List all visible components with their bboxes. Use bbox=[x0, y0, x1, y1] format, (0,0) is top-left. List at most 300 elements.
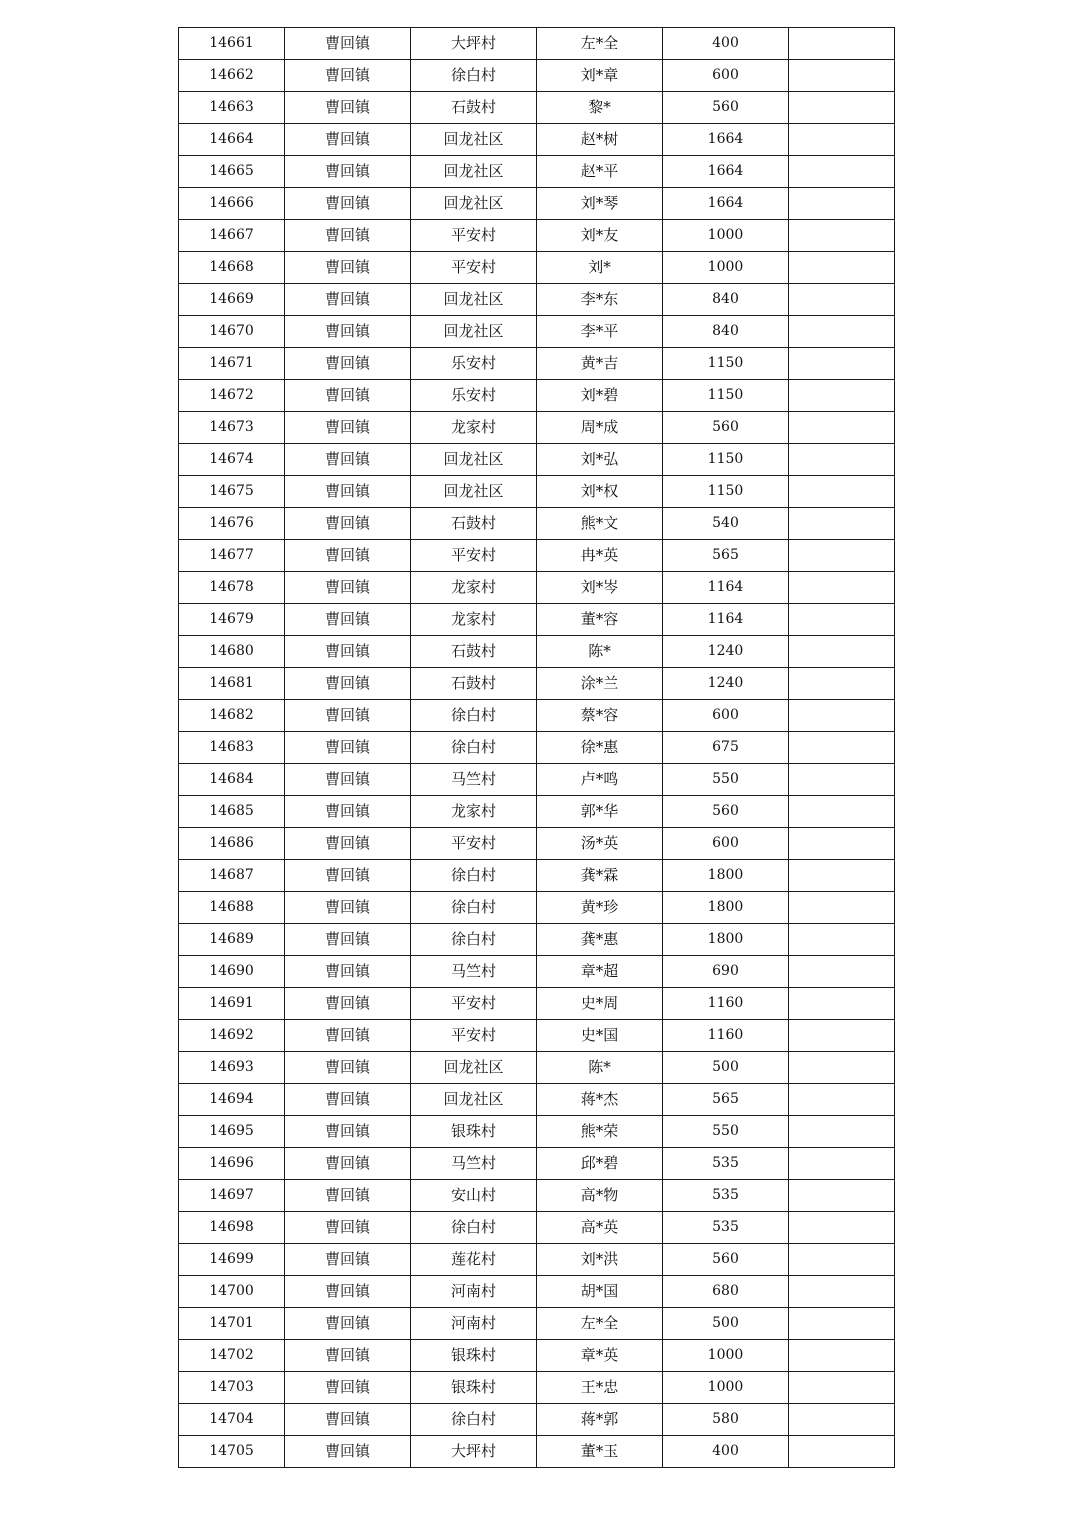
serial-cell: 14682 bbox=[179, 700, 285, 732]
table-row bbox=[179, 1052, 895, 1084]
village-cell: 马竺村 bbox=[411, 1148, 537, 1180]
name-cell: 黎* bbox=[537, 92, 663, 124]
serial-cell: 14684 bbox=[179, 764, 285, 796]
remark-cell bbox=[789, 188, 895, 220]
name-cell: 刘*岑 bbox=[537, 572, 663, 604]
town-cell: 曹回镇 bbox=[285, 1276, 411, 1308]
serial-cell: 14685 bbox=[179, 796, 285, 828]
serial-cell: 14686 bbox=[179, 828, 285, 860]
serial-cell: 14691 bbox=[179, 988, 285, 1020]
name-cell: 熊*文 bbox=[537, 508, 663, 540]
serial-cell: 14663 bbox=[179, 92, 285, 124]
village-cell: 平安村 bbox=[411, 252, 537, 284]
amount-cell: 1000 bbox=[663, 1372, 789, 1404]
amount-cell: 1150 bbox=[663, 380, 789, 412]
serial-cell: 14674 bbox=[179, 444, 285, 476]
amount-cell: 550 bbox=[663, 1116, 789, 1148]
village-cell: 乐安村 bbox=[411, 380, 537, 412]
village-cell: 石鼓村 bbox=[411, 92, 537, 124]
table-row bbox=[179, 668, 895, 700]
amount-cell: 1240 bbox=[663, 668, 789, 700]
village-cell: 回龙社区 bbox=[411, 1052, 537, 1084]
name-cell: 陈* bbox=[537, 1052, 663, 1084]
name-cell: 黄*珍 bbox=[537, 892, 663, 924]
table-row bbox=[179, 1340, 895, 1372]
remark-cell bbox=[789, 988, 895, 1020]
table-row bbox=[179, 1084, 895, 1116]
village-cell: 大坪村 bbox=[411, 28, 537, 60]
village-cell: 大坪村 bbox=[411, 1436, 537, 1468]
table-row bbox=[179, 860, 895, 892]
amount-cell: 675 bbox=[663, 732, 789, 764]
village-cell: 银珠村 bbox=[411, 1116, 537, 1148]
name-cell: 章*英 bbox=[537, 1340, 663, 1372]
remark-cell bbox=[789, 412, 895, 444]
remark-cell bbox=[789, 28, 895, 60]
town-cell: 曹回镇 bbox=[285, 28, 411, 60]
table-row bbox=[179, 732, 895, 764]
amount-cell: 565 bbox=[663, 1084, 789, 1116]
serial-cell: 14695 bbox=[179, 1116, 285, 1148]
serial-cell: 14701 bbox=[179, 1308, 285, 1340]
remark-cell bbox=[789, 700, 895, 732]
amount-cell: 1800 bbox=[663, 924, 789, 956]
table-row bbox=[179, 60, 895, 92]
name-cell: 郭*华 bbox=[537, 796, 663, 828]
remark-cell bbox=[789, 1180, 895, 1212]
name-cell: 陈* bbox=[537, 636, 663, 668]
amount-cell: 400 bbox=[663, 1436, 789, 1468]
amount-cell: 840 bbox=[663, 284, 789, 316]
amount-cell: 535 bbox=[663, 1212, 789, 1244]
village-cell: 回龙社区 bbox=[411, 476, 537, 508]
town-cell: 曹回镇 bbox=[285, 636, 411, 668]
serial-cell: 14669 bbox=[179, 284, 285, 316]
name-cell: 蒋*郭 bbox=[537, 1404, 663, 1436]
amount-cell: 1000 bbox=[663, 220, 789, 252]
table-row bbox=[179, 924, 895, 956]
name-cell: 刘*琴 bbox=[537, 188, 663, 220]
name-cell: 龚*霖 bbox=[537, 860, 663, 892]
remark-cell bbox=[789, 252, 895, 284]
town-cell: 曹回镇 bbox=[285, 1244, 411, 1276]
amount-cell: 680 bbox=[663, 1276, 789, 1308]
village-cell: 徐白村 bbox=[411, 892, 537, 924]
table-row bbox=[179, 796, 895, 828]
serial-cell: 14680 bbox=[179, 636, 285, 668]
amount-cell: 560 bbox=[663, 412, 789, 444]
town-cell: 曹回镇 bbox=[285, 1148, 411, 1180]
village-cell: 石鼓村 bbox=[411, 668, 537, 700]
amount-cell: 600 bbox=[663, 828, 789, 860]
table-row bbox=[179, 1148, 895, 1180]
name-cell: 刘*弘 bbox=[537, 444, 663, 476]
serial-cell: 14694 bbox=[179, 1084, 285, 1116]
table-row bbox=[179, 508, 895, 540]
village-cell: 银珠村 bbox=[411, 1372, 537, 1404]
remark-cell bbox=[789, 796, 895, 828]
remark-cell bbox=[789, 380, 895, 412]
village-cell: 回龙社区 bbox=[411, 156, 537, 188]
table-row bbox=[179, 988, 895, 1020]
serial-cell: 14672 bbox=[179, 380, 285, 412]
name-cell: 蒋*杰 bbox=[537, 1084, 663, 1116]
amount-cell: 1800 bbox=[663, 892, 789, 924]
table-row bbox=[179, 124, 895, 156]
amount-cell: 1164 bbox=[663, 572, 789, 604]
table-row bbox=[179, 1404, 895, 1436]
village-cell: 回龙社区 bbox=[411, 1084, 537, 1116]
serial-cell: 14681 bbox=[179, 668, 285, 700]
serial-cell: 14700 bbox=[179, 1276, 285, 1308]
amount-cell: 560 bbox=[663, 92, 789, 124]
remark-cell bbox=[789, 1372, 895, 1404]
town-cell: 曹回镇 bbox=[285, 860, 411, 892]
remark-cell bbox=[789, 828, 895, 860]
village-cell: 徐白村 bbox=[411, 1404, 537, 1436]
village-cell: 乐安村 bbox=[411, 348, 537, 380]
remark-cell bbox=[789, 1116, 895, 1148]
village-cell: 龙家村 bbox=[411, 604, 537, 636]
town-cell: 曹回镇 bbox=[285, 956, 411, 988]
amount-cell: 840 bbox=[663, 316, 789, 348]
amount-cell: 565 bbox=[663, 540, 789, 572]
amount-cell: 1150 bbox=[663, 444, 789, 476]
serial-cell: 14704 bbox=[179, 1404, 285, 1436]
town-cell: 曹回镇 bbox=[285, 988, 411, 1020]
remark-cell bbox=[789, 1244, 895, 1276]
town-cell: 曹回镇 bbox=[285, 1308, 411, 1340]
village-cell: 平安村 bbox=[411, 988, 537, 1020]
amount-cell: 1000 bbox=[663, 252, 789, 284]
remark-cell bbox=[789, 156, 895, 188]
serial-cell: 14673 bbox=[179, 412, 285, 444]
remark-cell bbox=[789, 476, 895, 508]
name-cell: 左*全 bbox=[537, 1308, 663, 1340]
remark-cell bbox=[789, 1308, 895, 1340]
name-cell: 董*容 bbox=[537, 604, 663, 636]
table-body bbox=[179, 28, 895, 1468]
serial-cell: 14693 bbox=[179, 1052, 285, 1084]
village-cell: 回龙社区 bbox=[411, 188, 537, 220]
table-row bbox=[179, 412, 895, 444]
name-cell: 卢*鸣 bbox=[537, 764, 663, 796]
name-cell: 龚*惠 bbox=[537, 924, 663, 956]
table-row bbox=[179, 764, 895, 796]
name-cell: 徐*惠 bbox=[537, 732, 663, 764]
remark-cell bbox=[789, 60, 895, 92]
name-cell: 史*国 bbox=[537, 1020, 663, 1052]
amount-cell: 1664 bbox=[663, 124, 789, 156]
town-cell: 曹回镇 bbox=[285, 732, 411, 764]
serial-cell: 14689 bbox=[179, 924, 285, 956]
amount-cell: 500 bbox=[663, 1052, 789, 1084]
table-row bbox=[179, 540, 895, 572]
table-row bbox=[179, 1276, 895, 1308]
table-row bbox=[179, 828, 895, 860]
town-cell: 曹回镇 bbox=[285, 668, 411, 700]
remark-cell bbox=[789, 220, 895, 252]
village-cell: 徐白村 bbox=[411, 700, 537, 732]
village-cell: 安山村 bbox=[411, 1180, 537, 1212]
table-row bbox=[179, 92, 895, 124]
remark-cell bbox=[789, 444, 895, 476]
name-cell: 高*英 bbox=[537, 1212, 663, 1244]
name-cell: 李*东 bbox=[537, 284, 663, 316]
amount-cell: 1160 bbox=[663, 988, 789, 1020]
name-cell: 董*玉 bbox=[537, 1436, 663, 1468]
town-cell: 曹回镇 bbox=[285, 796, 411, 828]
name-cell: 王*忠 bbox=[537, 1372, 663, 1404]
amount-cell: 1664 bbox=[663, 156, 789, 188]
name-cell: 黄*吉 bbox=[537, 348, 663, 380]
remark-cell bbox=[789, 1276, 895, 1308]
table-row bbox=[179, 1212, 895, 1244]
serial-cell: 14664 bbox=[179, 124, 285, 156]
remark-cell bbox=[789, 1020, 895, 1052]
serial-cell: 14678 bbox=[179, 572, 285, 604]
town-cell: 曹回镇 bbox=[285, 380, 411, 412]
table-row bbox=[179, 1308, 895, 1340]
town-cell: 曹回镇 bbox=[285, 1180, 411, 1212]
town-cell: 曹回镇 bbox=[285, 124, 411, 156]
table-row bbox=[179, 348, 895, 380]
amount-cell: 535 bbox=[663, 1180, 789, 1212]
village-cell: 莲花村 bbox=[411, 1244, 537, 1276]
serial-cell: 14697 bbox=[179, 1180, 285, 1212]
name-cell: 刘* bbox=[537, 252, 663, 284]
town-cell: 曹回镇 bbox=[285, 1020, 411, 1052]
town-cell: 曹回镇 bbox=[285, 540, 411, 572]
serial-cell: 14670 bbox=[179, 316, 285, 348]
remark-cell bbox=[789, 636, 895, 668]
name-cell: 邱*碧 bbox=[537, 1148, 663, 1180]
amount-cell: 600 bbox=[663, 60, 789, 92]
serial-cell: 14662 bbox=[179, 60, 285, 92]
remark-cell bbox=[789, 92, 895, 124]
town-cell: 曹回镇 bbox=[285, 1404, 411, 1436]
remark-cell bbox=[789, 1340, 895, 1372]
serial-cell: 14705 bbox=[179, 1436, 285, 1468]
serial-cell: 14671 bbox=[179, 348, 285, 380]
serial-cell: 14687 bbox=[179, 860, 285, 892]
table-row bbox=[179, 444, 895, 476]
amount-cell: 400 bbox=[663, 28, 789, 60]
town-cell: 曹回镇 bbox=[285, 92, 411, 124]
table-row bbox=[179, 956, 895, 988]
amount-cell: 1150 bbox=[663, 476, 789, 508]
town-cell: 曹回镇 bbox=[285, 1116, 411, 1148]
town-cell: 曹回镇 bbox=[285, 604, 411, 636]
remark-cell bbox=[789, 860, 895, 892]
town-cell: 曹回镇 bbox=[285, 316, 411, 348]
table-row bbox=[179, 188, 895, 220]
name-cell: 冉*英 bbox=[537, 540, 663, 572]
table-row bbox=[179, 252, 895, 284]
name-cell: 刘*洪 bbox=[537, 1244, 663, 1276]
town-cell: 曹回镇 bbox=[285, 892, 411, 924]
remark-cell bbox=[789, 284, 895, 316]
town-cell: 曹回镇 bbox=[285, 572, 411, 604]
table-row bbox=[179, 1436, 895, 1468]
remark-cell bbox=[789, 956, 895, 988]
table-row bbox=[179, 572, 895, 604]
village-cell: 徐白村 bbox=[411, 1212, 537, 1244]
village-cell: 河南村 bbox=[411, 1276, 537, 1308]
amount-cell: 1160 bbox=[663, 1020, 789, 1052]
name-cell: 刘*权 bbox=[537, 476, 663, 508]
table-row bbox=[179, 220, 895, 252]
remark-cell bbox=[789, 572, 895, 604]
serial-cell: 14676 bbox=[179, 508, 285, 540]
amount-cell: 1000 bbox=[663, 1340, 789, 1372]
town-cell: 曹回镇 bbox=[285, 1212, 411, 1244]
remark-cell bbox=[789, 540, 895, 572]
amount-cell: 550 bbox=[663, 764, 789, 796]
serial-cell: 14696 bbox=[179, 1148, 285, 1180]
amount-cell: 1240 bbox=[663, 636, 789, 668]
village-cell: 石鼓村 bbox=[411, 636, 537, 668]
name-cell: 刘*碧 bbox=[537, 380, 663, 412]
village-cell: 平安村 bbox=[411, 220, 537, 252]
serial-cell: 14665 bbox=[179, 156, 285, 188]
amount-cell: 1150 bbox=[663, 348, 789, 380]
village-cell: 石鼓村 bbox=[411, 508, 537, 540]
serial-cell: 14661 bbox=[179, 28, 285, 60]
village-cell: 龙家村 bbox=[411, 412, 537, 444]
table-row bbox=[179, 28, 895, 60]
town-cell: 曹回镇 bbox=[285, 188, 411, 220]
serial-cell: 14675 bbox=[179, 476, 285, 508]
town-cell: 曹回镇 bbox=[285, 1436, 411, 1468]
remark-cell bbox=[789, 316, 895, 348]
village-cell: 平安村 bbox=[411, 540, 537, 572]
serial-cell: 14668 bbox=[179, 252, 285, 284]
name-cell: 高*物 bbox=[537, 1180, 663, 1212]
name-cell: 熊*荣 bbox=[537, 1116, 663, 1148]
town-cell: 曹回镇 bbox=[285, 828, 411, 860]
serial-cell: 14688 bbox=[179, 892, 285, 924]
name-cell: 胡*国 bbox=[537, 1276, 663, 1308]
town-cell: 曹回镇 bbox=[285, 1340, 411, 1372]
remark-cell bbox=[789, 1148, 895, 1180]
name-cell: 赵*平 bbox=[537, 156, 663, 188]
serial-cell: 14666 bbox=[179, 188, 285, 220]
name-cell: 左*全 bbox=[537, 28, 663, 60]
name-cell: 周*成 bbox=[537, 412, 663, 444]
town-cell: 曹回镇 bbox=[285, 1372, 411, 1404]
serial-cell: 14699 bbox=[179, 1244, 285, 1276]
amount-cell: 500 bbox=[663, 1308, 789, 1340]
town-cell: 曹回镇 bbox=[285, 252, 411, 284]
table-row bbox=[179, 1372, 895, 1404]
serial-cell: 14698 bbox=[179, 1212, 285, 1244]
table-row bbox=[179, 636, 895, 668]
town-cell: 曹回镇 bbox=[285, 476, 411, 508]
table-row bbox=[179, 380, 895, 412]
town-cell: 曹回镇 bbox=[285, 1052, 411, 1084]
name-cell: 李*平 bbox=[537, 316, 663, 348]
town-cell: 曹回镇 bbox=[285, 284, 411, 316]
village-cell: 平安村 bbox=[411, 1020, 537, 1052]
town-cell: 曹回镇 bbox=[285, 220, 411, 252]
village-cell: 银珠村 bbox=[411, 1340, 537, 1372]
amount-cell: 540 bbox=[663, 508, 789, 540]
village-cell: 河南村 bbox=[411, 1308, 537, 1340]
town-cell: 曹回镇 bbox=[285, 700, 411, 732]
remark-cell bbox=[789, 892, 895, 924]
amount-cell: 580 bbox=[663, 1404, 789, 1436]
serial-cell: 14677 bbox=[179, 540, 285, 572]
village-cell: 徐白村 bbox=[411, 60, 537, 92]
table-row bbox=[179, 1244, 895, 1276]
table-row bbox=[179, 700, 895, 732]
village-cell: 徐白村 bbox=[411, 924, 537, 956]
town-cell: 曹回镇 bbox=[285, 348, 411, 380]
amount-cell: 1800 bbox=[663, 860, 789, 892]
remark-cell bbox=[789, 1084, 895, 1116]
amount-cell: 560 bbox=[663, 1244, 789, 1276]
remark-cell bbox=[789, 1052, 895, 1084]
remark-cell bbox=[789, 924, 895, 956]
serial-cell: 14690 bbox=[179, 956, 285, 988]
village-cell: 龙家村 bbox=[411, 796, 537, 828]
remark-cell bbox=[789, 604, 895, 636]
village-cell: 马竺村 bbox=[411, 956, 537, 988]
remark-cell bbox=[789, 1436, 895, 1468]
name-cell: 史*周 bbox=[537, 988, 663, 1020]
table-row bbox=[179, 1180, 895, 1212]
village-cell: 徐白村 bbox=[411, 860, 537, 892]
serial-cell: 14683 bbox=[179, 732, 285, 764]
amount-cell: 600 bbox=[663, 700, 789, 732]
village-cell: 龙家村 bbox=[411, 572, 537, 604]
town-cell: 曹回镇 bbox=[285, 60, 411, 92]
amount-cell: 1664 bbox=[663, 188, 789, 220]
table-row bbox=[179, 1116, 895, 1148]
remark-cell bbox=[789, 1212, 895, 1244]
name-cell: 刘*友 bbox=[537, 220, 663, 252]
village-cell: 回龙社区 bbox=[411, 316, 537, 348]
table-row bbox=[179, 316, 895, 348]
table-row bbox=[179, 476, 895, 508]
table-row bbox=[179, 892, 895, 924]
serial-cell: 14692 bbox=[179, 1020, 285, 1052]
town-cell: 曹回镇 bbox=[285, 508, 411, 540]
town-cell: 曹回镇 bbox=[285, 924, 411, 956]
town-cell: 曹回镇 bbox=[285, 1084, 411, 1116]
amount-cell: 535 bbox=[663, 1148, 789, 1180]
amount-cell: 1164 bbox=[663, 604, 789, 636]
serial-cell: 14679 bbox=[179, 604, 285, 636]
amount-cell: 690 bbox=[663, 956, 789, 988]
serial-cell: 14667 bbox=[179, 220, 285, 252]
serial-cell: 14703 bbox=[179, 1372, 285, 1404]
remark-cell bbox=[789, 348, 895, 380]
name-cell: 涂*兰 bbox=[537, 668, 663, 700]
remark-cell bbox=[789, 508, 895, 540]
village-cell: 马竺村 bbox=[411, 764, 537, 796]
village-cell: 平安村 bbox=[411, 828, 537, 860]
table-row bbox=[179, 604, 895, 636]
remark-cell bbox=[789, 732, 895, 764]
remark-cell bbox=[789, 124, 895, 156]
table-row bbox=[179, 1020, 895, 1052]
village-cell: 徐白村 bbox=[411, 732, 537, 764]
town-cell: 曹回镇 bbox=[285, 444, 411, 476]
table-row bbox=[179, 156, 895, 188]
town-cell: 曹回镇 bbox=[285, 412, 411, 444]
